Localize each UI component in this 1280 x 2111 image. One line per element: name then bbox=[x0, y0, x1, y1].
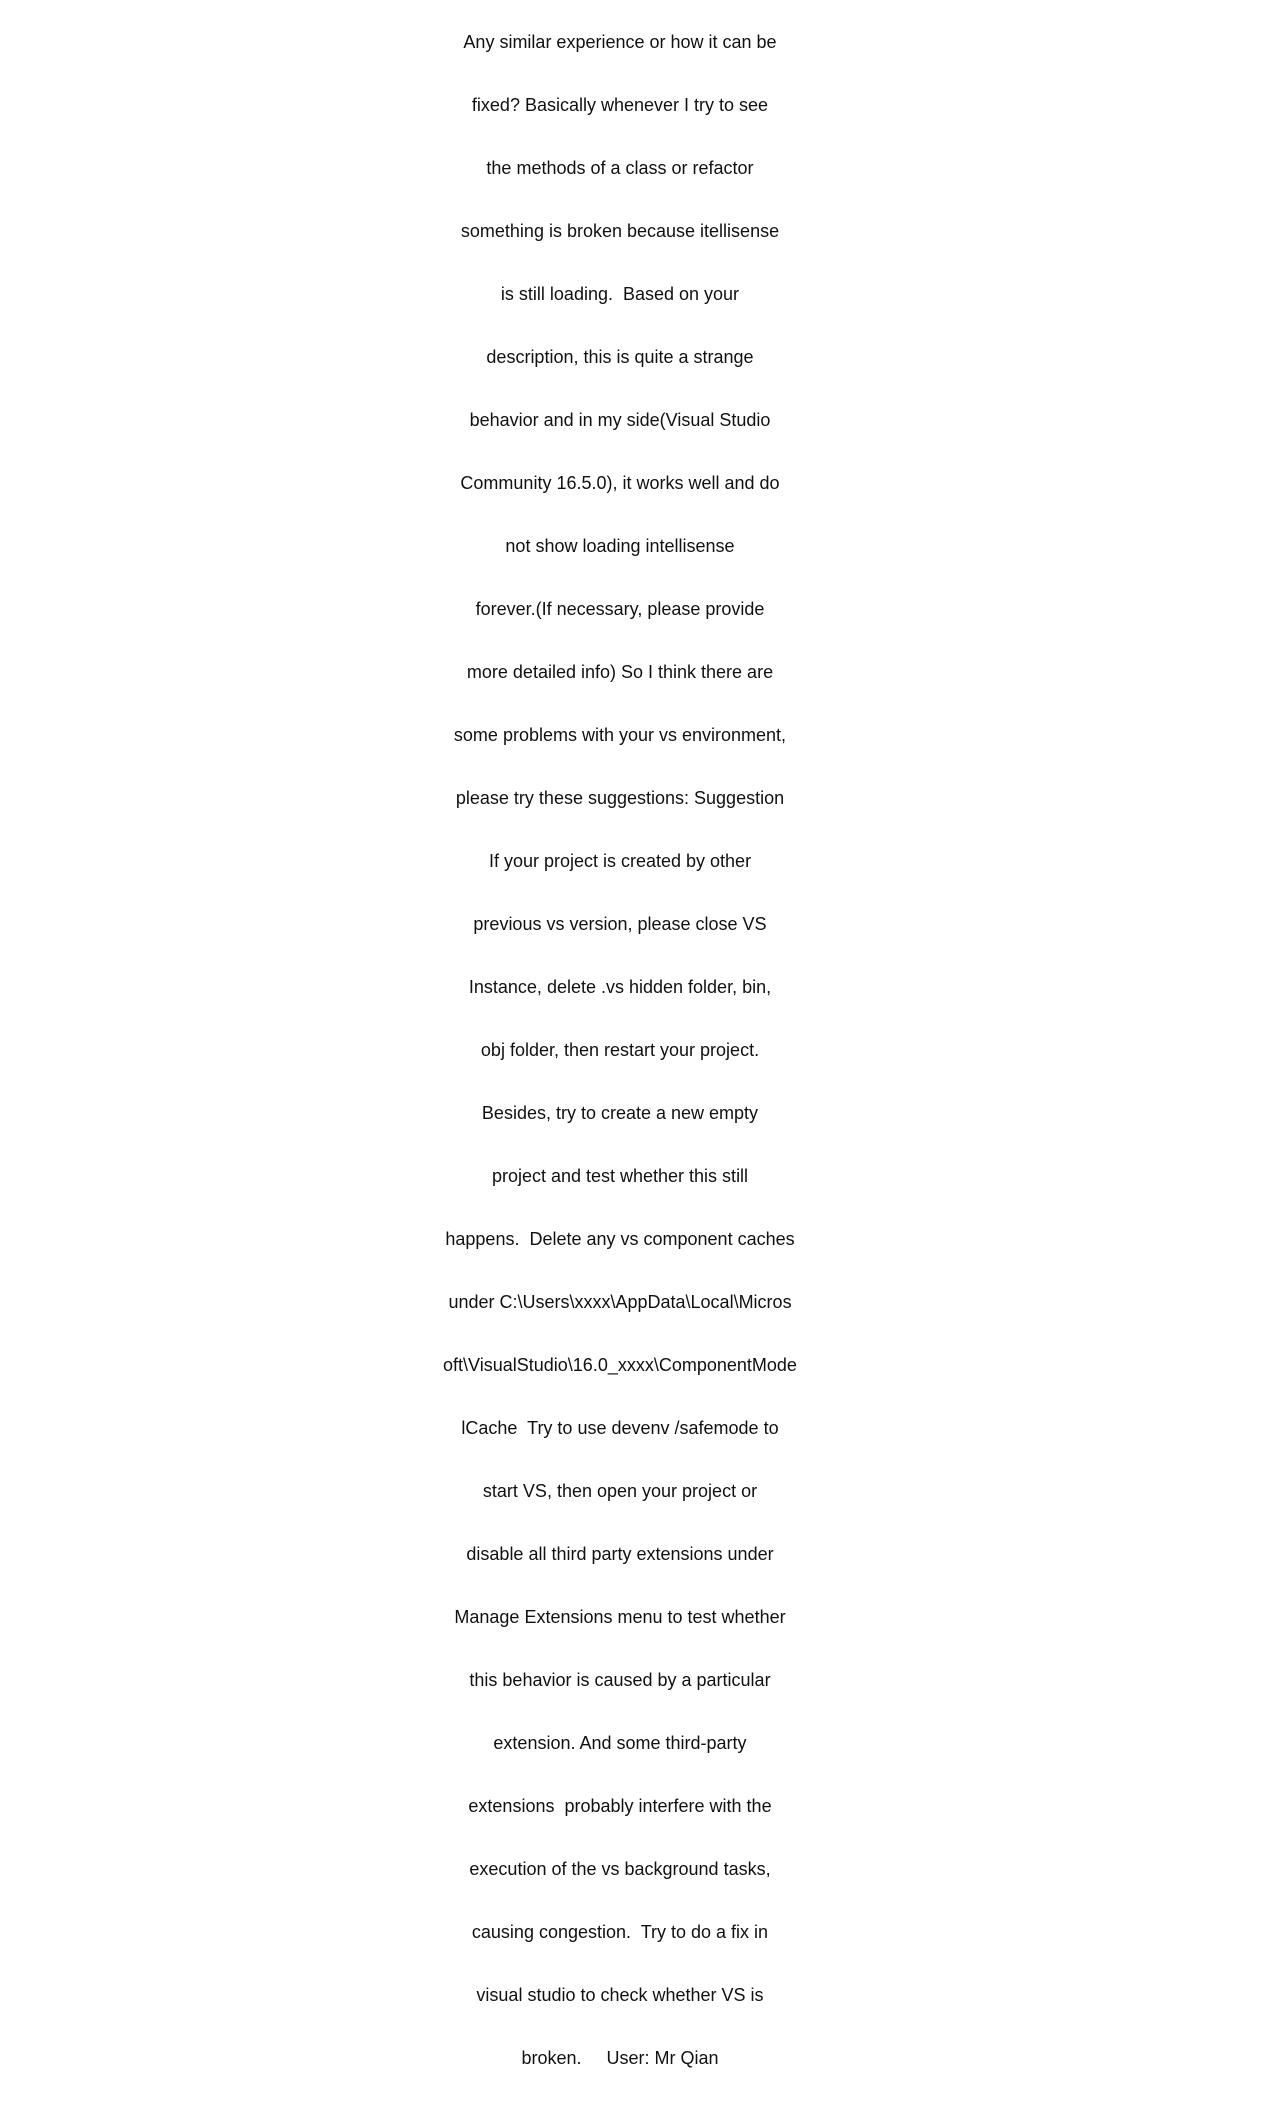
post-line: lCache Try to use devenv /safemode to bbox=[461, 1418, 779, 1438]
post-line: the methods of a class or refactor bbox=[486, 158, 754, 178]
post-line: Community 16.5.0), it works well and do bbox=[460, 473, 780, 493]
post-line: not show loading intellisense bbox=[505, 536, 735, 556]
post-line: some problems with your vs environment, bbox=[453, 725, 787, 745]
post-line: oft\VisualStudio\16.0_xxxx\ComponentMode bbox=[443, 1355, 797, 1375]
post-line: is still loading. Based on your bbox=[500, 284, 740, 304]
post-line: execution of the vs background tasks, bbox=[469, 1859, 771, 1879]
post-line: disable all third party extensions under bbox=[466, 1544, 774, 1564]
post-line: project and test whether this still bbox=[491, 1166, 749, 1186]
post-line: happens. Delete any vs component caches bbox=[445, 1229, 795, 1249]
post-line: this behavior is caused by a particular bbox=[469, 1670, 771, 1690]
post-line: something is broken because itellisense bbox=[460, 221, 780, 241]
post-line: forever.(If necessary, please provide bbox=[475, 599, 765, 619]
post-line: fixed? Basically whenever I try to see bbox=[471, 95, 769, 115]
post-line: extensions probably interfere with the bbox=[468, 1796, 772, 1816]
post-line: under C:\Users\xxxx\AppData\Local\Micros bbox=[448, 1292, 792, 1312]
post-line: please try these suggestions: Suggestion bbox=[455, 788, 785, 808]
post-line: obj folder, then restart your project. bbox=[480, 1040, 760, 1060]
post-line: causing congestion. Try to do a fix in bbox=[471, 1922, 769, 1942]
post-line: Manage Extensions menu to test whether bbox=[454, 1607, 786, 1627]
post-line: behavior and in my side(Visual Studio bbox=[469, 410, 771, 430]
post-text-column bbox=[440, 0, 800, 2111]
post-line: Any similar experience or how it can be bbox=[463, 32, 777, 52]
post-line: broken. User: Mr Qian bbox=[521, 2048, 719, 2068]
post-line: description, this is quite a strange bbox=[486, 347, 754, 367]
post-line: extension. And some third-party bbox=[493, 1733, 747, 1753]
post-line: previous vs version, please close VS bbox=[473, 914, 767, 934]
post-line: more detailed info) So I think there are bbox=[466, 662, 774, 682]
text-column-viewport bbox=[440, 0, 800, 2068]
post-line: visual studio to check whether VS is bbox=[476, 1985, 764, 2005]
post-line: Instance, delete .vs hidden folder, bin, bbox=[468, 977, 772, 997]
post-line: start VS, then open your project or bbox=[482, 1481, 758, 1501]
post-line: If your project is created by other bbox=[488, 851, 752, 871]
post-line: Besides, try to create a new empty bbox=[481, 1103, 759, 1123]
